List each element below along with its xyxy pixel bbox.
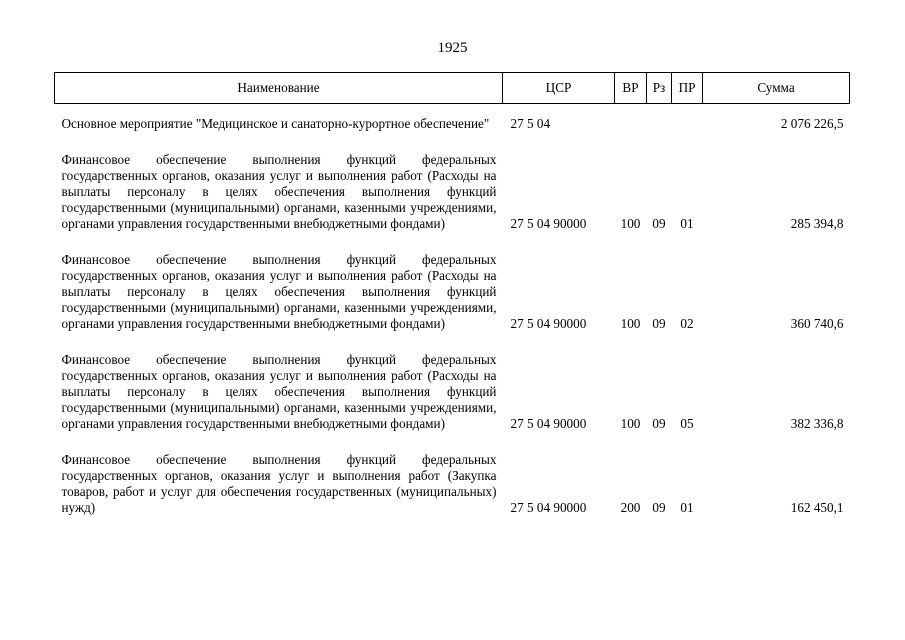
row-sum: 2 076 226,5 [780,116,844,131]
row-sum: 162 450,1 [790,500,844,515]
table-header-row [55,73,850,104]
row-rz: 09 [652,316,666,331]
row-csr: 27 5 04 [510,116,551,131]
row-rz: 09 [652,500,666,515]
row-vr: 100 [620,316,641,331]
header-rz: Рз [647,73,672,104]
table-row [55,452,850,516]
page-number: 1925 [437,40,468,56]
row-pr: 05 [680,416,694,431]
row-name: Финансовое обеспечение выполнения функций федеральных государственных органов, оказания услуг и выполнения работ (Расходы на выплаты персоналу в целях обеспечения выполнения функций государственными (муниципальными) органами, казенными учреждениями, органами управления государственными внебюджетными фондами) [61,152,497,231]
row-csr: 27 5 04 90000 [510,416,587,431]
row-name: Финансовое обеспечение выполнения функций федеральных государственных органов, оказания услуг и выполнения работ (Расходы на выплаты персоналу в целях обеспечения выполнения функций государственными (муниципальными) органами, казенными учреждениями, органами управления государственными внебюджетными фондами) [61,252,497,331]
row-sum: 285 394,8 [790,216,844,231]
table-body [55,104,850,517]
row-csr: 27 5 04 90000 [510,500,587,515]
header-pr: ПР [672,73,703,104]
row-rz [647,116,672,132]
row-vr: 100 [620,416,641,431]
row-sum: 360 740,6 [790,316,844,331]
row-rz: 09 [652,216,666,231]
header-vr: ВР [615,73,647,104]
budget-table [54,72,850,516]
row-vr [615,116,647,132]
row-vr: 200 [620,500,641,515]
row-pr: 01 [680,216,694,231]
row-name: Финансовое обеспечение выполнения функций федеральных государственных органов, оказания услуг и выполнения работ (Закупка товаров, работ и услуг для обеспечения государственных (муниципальных) нужд) [61,452,497,515]
header-name: Наименование [55,73,503,104]
row-vr: 100 [620,216,641,231]
row-name: Основное мероприятие "Медицинское и санаторно-курортное обеспечение" [61,116,490,131]
row-pr [672,116,703,132]
table-row [55,352,850,432]
header-sum: Сумма [703,73,850,104]
row-sum: 382 336,8 [790,416,844,431]
row-rz: 09 [652,416,666,431]
header-csr: ЦСР [503,73,615,104]
row-name: Финансовое обеспечение выполнения функций федеральных государственных органов, оказания услуг и выполнения работ (Расходы на выплаты персоналу в целях обеспечения выполнения функций государственными (муниципальными) органами, казенными учреждениями, органами управления государственными внебюджетными фондами) [61,352,497,431]
row-csr: 27 5 04 90000 [510,316,587,331]
table-row [55,252,850,332]
row-pr: 01 [680,500,694,515]
row-csr: 27 5 04 90000 [510,216,587,231]
row-pr: 02 [680,316,694,331]
table-row [55,152,850,232]
table-row [55,116,850,132]
